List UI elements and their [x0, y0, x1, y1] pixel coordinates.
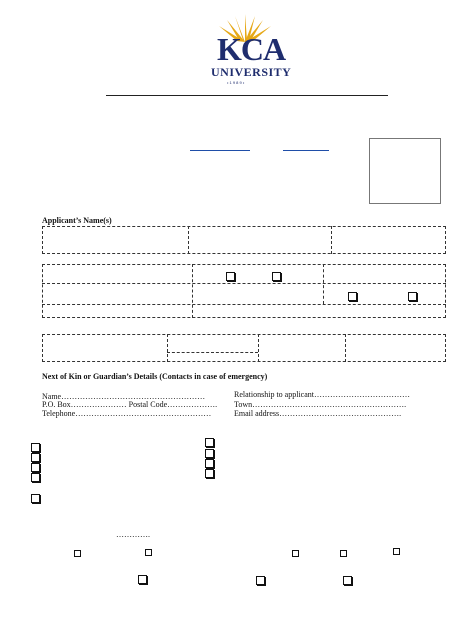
checkbox[interactable]: [31, 453, 40, 462]
checkbox[interactable]: [205, 449, 214, 458]
personal-row-line-2: [42, 304, 446, 305]
logo-initials: KCA: [217, 31, 286, 67]
kin-po-box-field[interactable]: P.O. Box………………… Postal Code……………….: [42, 400, 218, 409]
checkbox[interactable]: [226, 272, 235, 281]
checkbox[interactable]: [340, 550, 347, 557]
checkbox[interactable]: [205, 438, 214, 447]
checkbox[interactable]: [74, 550, 81, 557]
checkbox[interactable]: [292, 550, 299, 557]
personal-col-line-1: [192, 264, 193, 318]
checkbox[interactable]: [393, 548, 400, 555]
checkbox[interactable]: [31, 494, 40, 503]
kin-email-field[interactable]: Email address……………………………………….: [234, 409, 402, 418]
kin-relationship-field[interactable]: Relationship to applicant………………………………: [234, 390, 410, 399]
checkbox[interactable]: [31, 473, 40, 482]
personal-col-line-2: [323, 264, 324, 304]
checkbox[interactable]: [343, 576, 352, 585]
checkbox[interactable]: [31, 463, 40, 472]
kin-name-field[interactable]: Name………………………………………………: [42, 392, 206, 401]
kin-telephone-field[interactable]: Telephone……………………………………………: [42, 409, 212, 418]
checkbox[interactable]: [205, 469, 214, 478]
contact-col-line-2: [258, 334, 259, 362]
logo-tagline: • 1 9 8 9 •: [227, 80, 245, 85]
applicant-names-table: [42, 226, 446, 254]
contact-details-table: [42, 334, 446, 362]
checkbox[interactable]: [348, 292, 357, 301]
next-of-kin-heading: Next of Kin or Guardian’s Details (Contacts in case of emergency): [42, 372, 268, 381]
checkbox[interactable]: [256, 576, 265, 585]
personal-details-table: [42, 264, 446, 318]
checkbox[interactable]: [145, 549, 152, 556]
contact-col-line-3: [345, 334, 346, 362]
checkbox[interactable]: [272, 272, 281, 281]
logo-word: UNIVERSITY: [211, 65, 292, 79]
dotted-fill-line[interactable]: ………….: [116, 530, 150, 539]
passport-photo-box: [369, 138, 441, 204]
checkbox[interactable]: [31, 443, 40, 452]
contact-col-line-1: [167, 334, 168, 362]
university-logo: [205, 14, 292, 85]
names-divider-2: [331, 226, 332, 254]
link-underline-left[interactable]: [190, 150, 250, 151]
checkbox[interactable]: [205, 459, 214, 468]
names-divider-1: [188, 226, 189, 254]
applicant-names-heading: Applicant’s Name(s): [42, 216, 112, 225]
link-underline-right[interactable]: [283, 150, 329, 151]
kin-town-field[interactable]: Town………………………………………………….: [234, 400, 407, 409]
checkbox[interactable]: [138, 575, 147, 584]
contact-row-line: [167, 352, 258, 353]
title-underline: [106, 95, 388, 96]
checkbox[interactable]: [408, 292, 417, 301]
personal-row-line-1: [42, 283, 446, 284]
